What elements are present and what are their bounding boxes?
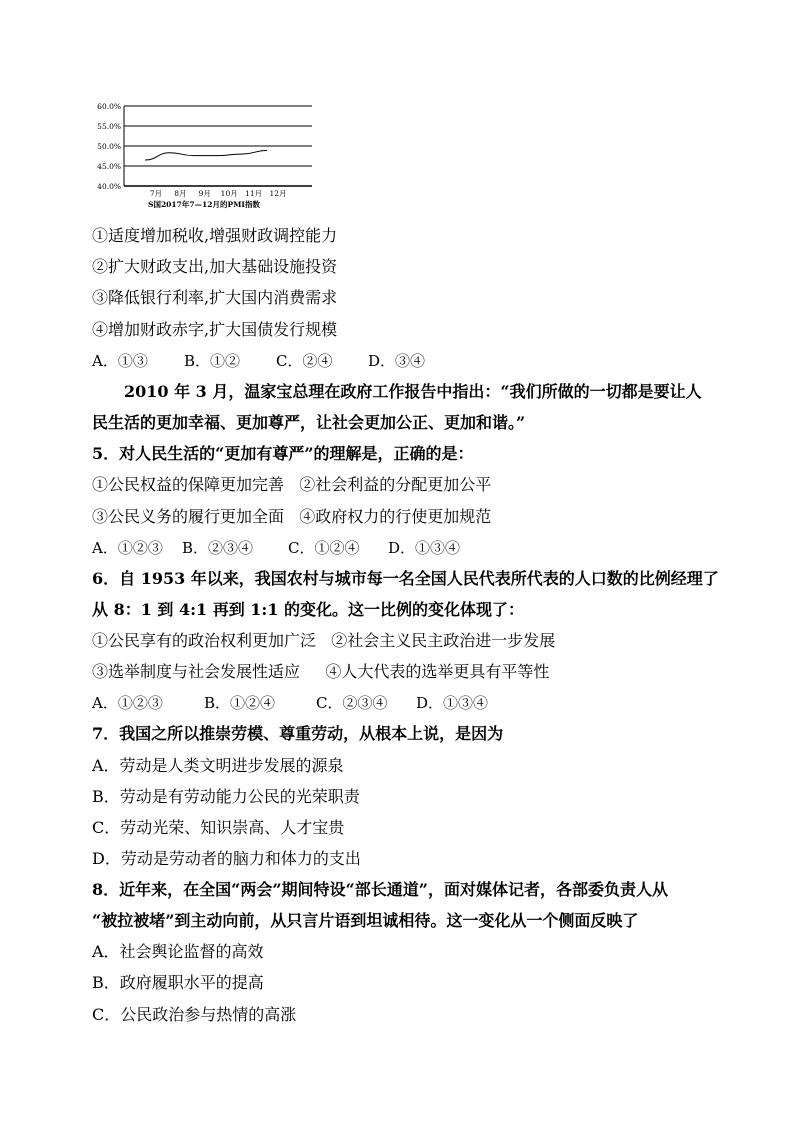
x-tick-label: 12月	[269, 189, 287, 198]
q5-answer-b: B．②③④	[182, 539, 254, 557]
y-tick-label: 50.0%	[97, 142, 121, 151]
q7-option-b: B．劳动是有劳动能力公民的光荣职责	[92, 787, 360, 806]
y-tick-label: 40.0%	[97, 182, 121, 191]
q7-option-d: D．劳动是劳动者的脑力和体力的支出	[92, 849, 361, 868]
q8-option-c: C．公民政治参与热情的高涨	[92, 1005, 297, 1024]
y-tick-label: 60.0%	[97, 102, 121, 111]
q5-answer-a: A．①②③	[92, 539, 163, 557]
q4-option-1: ①适度增加税收,增强财政调控能力	[92, 226, 338, 245]
q7-stem: 7．我国之所以推崇劳模、尊重劳动，从根本上说，是因为	[92, 724, 504, 743]
q4-option-4: ④增加财政赤字,扩大国债发行规模	[92, 320, 338, 339]
x-tick-label: 11月	[245, 189, 263, 198]
q5-stem: 5．对人民生活的“更加有尊严”的理解是，正确的是：	[92, 444, 474, 463]
x-tick-label: 8月	[174, 189, 187, 198]
q5-options-line-1: ①公民权益的保障更加完善 ②社会利益的分配更加公平	[92, 475, 492, 494]
chart-title: S国2017年7—12月的PMI指数	[148, 200, 260, 209]
q6-answer-c: C．②③④	[316, 694, 388, 712]
series-line	[145, 150, 267, 160]
passage-line-1: 2010 年 3 月，温家宝总理在政府工作报告中指出：“我们所做的一切都是要让人	[124, 382, 702, 401]
q6-answer-b: B．①②④	[204, 694, 276, 712]
x-tick-label: 7月	[149, 189, 163, 198]
q4-answer-b: B．①②	[184, 352, 241, 370]
q7-option-c: C．劳动光荣、知识崇高、人才宝贵	[92, 818, 345, 837]
q6-answer-d: D．①③④	[416, 694, 489, 712]
q6-answer-a: A．①②③	[92, 694, 163, 712]
x-tick-label: 10月	[220, 189, 238, 198]
y-tick-label: 55.0%	[97, 122, 121, 131]
q8-option-b: B．政府履职水平的提高	[92, 973, 264, 992]
q5-options-line-2: ③公民义务的履行更加全面 ④政府权力的行使更加规范	[92, 507, 492, 526]
q5-answer-c: C．①②④	[288, 539, 360, 557]
q4-answer-d: D．③④	[368, 352, 426, 370]
q4-answer-a: A．①③	[92, 352, 148, 370]
q4-option-2: ②扩大财政支出,加大基础设施投资	[92, 257, 338, 276]
q6-options-line-1: ①公民享有的政治权利更加广泛 ②社会主义民主政治进一步发展	[92, 631, 556, 650]
q8-stem-line-2: “被拉被堵”到主动向前，从只言片语到坦诚相待。这一变化从一个侧面反映了	[92, 911, 639, 930]
q6-stem-line-1: 6．自 1953 年以来，我国农村与城市每一名全国人民代表所代表的人口数的比例经理了	[92, 569, 719, 588]
q6-stem-line-2: 从 8：1 到 4:1 再到 1:1 的变化。这一比例的变化体现了：	[92, 600, 525, 619]
y-tick-label: 45.0%	[97, 162, 121, 171]
q6-options-line-2: ③选举制度与社会发展性适应 ④人大代表的选举更具有平等性	[92, 662, 550, 681]
q5-answer-d: D．①③④	[388, 539, 461, 557]
pmi-line-chart	[88, 98, 320, 216]
q8-stem-line-1: 8．近年来，在全国“两会”期间特设“部长通道”，面对媒体记者，各部委负责人从	[92, 880, 668, 899]
q7-option-a: A．劳动是人类文明进步发展的源泉	[92, 756, 344, 775]
x-tick-label: 9月	[198, 189, 211, 198]
pmi-chart	[88, 98, 320, 216]
q4-option-3: ③降低银行利率,扩大国内消费需求	[92, 288, 338, 307]
q8-option-a: A．社会舆论监督的高效	[92, 942, 264, 961]
q4-answer-c: C．②④	[276, 352, 333, 370]
passage-line-2: 民生活的更加幸福、更加尊严，让社会更加公正、更加和谐。”	[92, 413, 526, 432]
